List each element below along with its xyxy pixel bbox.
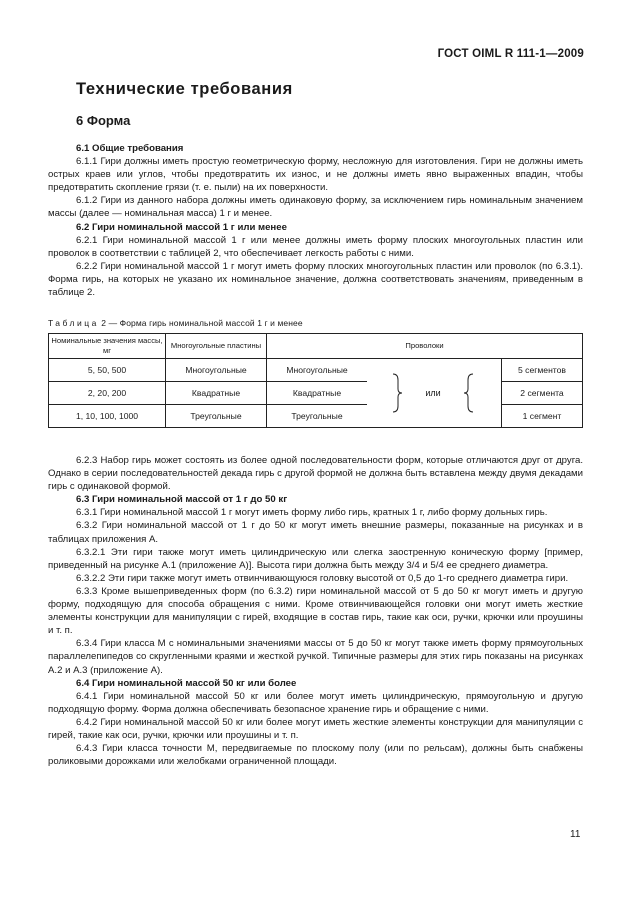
paragraph: 6.4.1 Гири номинальной массой 50 кг или более могут иметь цилиндрическую, прямоугольную и другую подходящую форму. Форма должна обеспечивать безопасное хранение гирь и обращение с ними. <box>48 690 583 715</box>
table-header-mass: Номинальные значения массы, мг <box>49 334 166 359</box>
table-row <box>49 382 583 405</box>
paragraph: 6.2.2 Гири номинальной массой 1 г могут иметь форму плоских многоугольных пластин или проволок (по 6.3.1). Форма гирь, на которых не указано их номинальное значение, должна соответствовать значениям, приведенным в таблице 2. <box>48 260 583 299</box>
paragraph: 6.3.4 Гири класса М с номинальными значениями массы от 5 до 50 кг могут также иметь форму прямоугольных параллелепипедов со скругленными краями и жесткой ручкой. Типичные размеры для этих гирь показаны на рисунках А.2 и А.3 (приложение А). <box>48 638 583 676</box>
weights-shape-table <box>48 333 583 428</box>
subsection-heading: 6.4 Гири номинальной массой 50 кг или более <box>76 677 297 689</box>
braces-graphic <box>369 360 499 426</box>
paragraph: 6.2.3 Набор гирь может состоять из более одной последовательности форм, которые отличаются друг от друга. Однако в серии последовательностей декада гирь с другой формой не должна быть вставлена между двумя декадами гирь с одинаковой формой. <box>48 455 583 493</box>
subsection-heading: 6.2 Гири номинальной массой 1 г или менее <box>76 221 287 233</box>
table-cell-segments: 5 сегментов <box>502 359 583 382</box>
table-cell-wire: Треугольные <box>267 405 368 428</box>
subsection-heading: 6.1 Общие требования <box>76 143 184 154</box>
table-cell-plate: Многоугольные <box>166 359 267 382</box>
paragraph: 6.3.2 Гири номинальной массой от 1 г до 50 кг могут иметь внешние размеры, показанные на рисунках и в таблицах приложения А. <box>48 520 583 545</box>
page-title: Технические требования <box>76 80 293 98</box>
paragraph: 6.2.1 Гири номинальной массой 1 г или менее должны иметь форму плоских многоугольных пластин или проволок в соответствии с таблицей 2, что обеспечивает легкость работы с ними. <box>48 234 583 259</box>
table-caption <box>48 318 303 328</box>
table-row <box>49 359 583 382</box>
table-cell-segments: 1 сегмент <box>502 405 583 428</box>
paragraph: 6.3.1 Гири номинальной массой 1 г могут иметь форму либо гирь, кратных 1 г, либо форму дольных гирь. <box>76 507 548 519</box>
right-brace <box>393 374 402 412</box>
table-cell-mass: 5, 50, 500 <box>49 359 166 382</box>
page-number: 11 <box>570 829 581 840</box>
text-block-2 <box>48 454 583 768</box>
table-cell-segments: 2 сегмента <box>502 382 583 405</box>
paragraph: 6.3.3 Кроме вышеприведенных форм (по 6.3.2) гири номинальной массой от 5 до 50 кг могут иметь и другую форму, подходящую для способа обращения с ними. Кроме отвинчивающейся головки они могут иметь жесткие элементы конструкции для манипуляции с гирей, входящие в состав гирь, такие как оси, ручки, крючки или проушины и т. п. <box>48 585 583 637</box>
table-caption-text: 2 — Форма гирь номинальной массой 1 г и менее <box>101 318 303 328</box>
paragraph: 6.3.2.2 Эти гири также могут иметь отвинчивающуюся головку высотой от 0,5 до 1-го среднего диаметра гири. <box>76 572 569 584</box>
paragraph: 6.4.3 Гири класса точности М, передвигаемые по плоскому полу (или по рельсам), должны быть снабжены роликовыми дорожками или желобками ограниченной площади. <box>48 743 583 768</box>
table-cell-wire: Квадратные <box>267 382 368 405</box>
section-title: 6 Форма <box>76 113 131 128</box>
paragraph: 6.1.2 Гири из данного набора должны иметь одинаковую форму, за исключением гирь номинальным значением массы (далее — номинальная масса) 1 г и менее. <box>48 195 583 220</box>
table-caption-label: Таблица <box>48 318 99 328</box>
subsection-heading: 6.3 Гири номинальной массой от 1 г до 50 кг <box>76 494 288 506</box>
text-block-1 <box>48 142 583 299</box>
table-cell-or <box>367 359 502 428</box>
paragraph: 6.4.2 Гири номинальной массой 50 кг или более могут иметь жесткие элементы конструкции для манипуляции с гирей, такие как оси, ручки, крючки или проушины и т. п. <box>48 716 583 741</box>
table-cell-mass: 2, 20, 200 <box>49 382 166 405</box>
table-cell-plate: Квадратные <box>166 382 267 405</box>
table-header-wires: Проволоки <box>267 334 583 359</box>
paragraph: 6.3.2.1 Эти гири также могут иметь цилиндрическую или слегка заостренную коническую форму [пример, приведенный на рисунке А.1 (приложение А)]. Высота гири должна быть между 3/4 и 5/4 ее среднего диаметра. <box>48 546 583 571</box>
table-cell-plate: Треугольные <box>166 405 267 428</box>
or-label: или <box>425 388 441 398</box>
left-brace <box>464 374 473 412</box>
table-row <box>49 405 583 428</box>
document-code: ГОСТ OIML R 111-1—2009 <box>437 48 584 60</box>
table-cell-wire: Многоугольные <box>267 359 368 382</box>
table-cell-mass: 1, 10, 100, 1000 <box>49 405 166 428</box>
table-header-plates: Многоугольные пластины <box>166 334 267 359</box>
paragraph: 6.1.1 Гири должны иметь простую геометрическую форму, несложную для изготовления. Гири не должны иметь острых краев или углов, чтобы предотвратить их износ, и не должны иметь явно выраженных впадин, чтобы предотвратить скопление грязи (т. е. пыли) на их поверхности. <box>48 156 583 194</box>
